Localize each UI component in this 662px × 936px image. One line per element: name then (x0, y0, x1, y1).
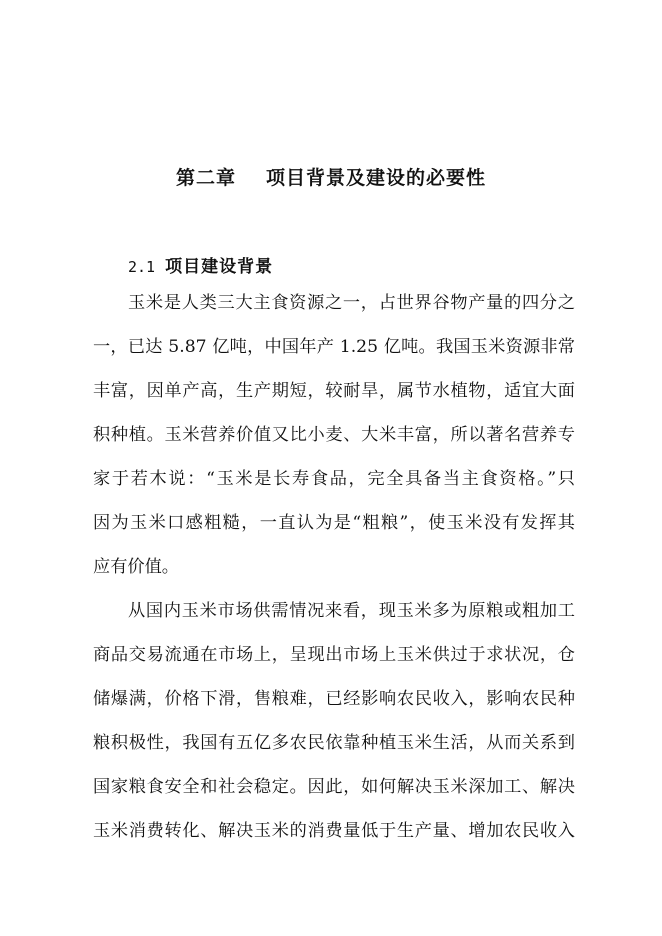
paragraph-line: 储爆满，价格下滑，售粮难，已经影响农民收入，影响农民种 (93, 689, 575, 709)
chapter-title (0, 163, 662, 190)
chapter-title-text: 项目背景及建设的必要性 (266, 167, 487, 189)
paragraph-line: 粮积极性，我国有五亿多农民依靠种植玉米生活，从而关系到 (93, 733, 575, 753)
paragraph-line: 积种植。玉米营养价值又比小麦、大米丰富，所以著名营养专 (93, 425, 575, 445)
paragraph-line: 玉米是人类三大主食资源之一，占世界谷物产量的四分之 (128, 293, 575, 313)
section-heading (128, 252, 273, 277)
paragraph-line: 国家粮食安全和社会稳定。因此，如何解决玉米深加工、解决 (93, 777, 575, 797)
paragraph-line: 因为玉米口感粗糙，一直认为是“粗粮”，使玉米没有发挥其 (93, 513, 575, 533)
paragraph-line: 一，已达 5.87 亿吨，中国年产 1.25 亿吨。我国玉米资源非常 (93, 337, 575, 357)
paragraph-line: 从国内玉米市场供需情况来看，现玉米多为原粮或粗加工 (128, 601, 575, 621)
chapter-number: 第二章 (175, 167, 236, 189)
paragraph-line: 家于若木说：“玉米是长寿食品，完全具备当主食资格。”只 (93, 469, 575, 489)
paragraph-line: 丰富，因单产高，生产期短，较耐旱，属节水植物，适宜大面 (93, 381, 575, 401)
paragraph-line: 商品交易流通在市场上，呈现出市场上玉米供过于求状况，仓 (93, 645, 575, 665)
paragraph-line: 应有价值。 (93, 557, 179, 577)
paragraph-line: 玉米消费转化、解决玉米的消费量低于生产量、增加农民收入 (93, 821, 575, 841)
section-title: 项目建设背景 (165, 257, 274, 277)
section-number: 2.1 (128, 258, 156, 276)
